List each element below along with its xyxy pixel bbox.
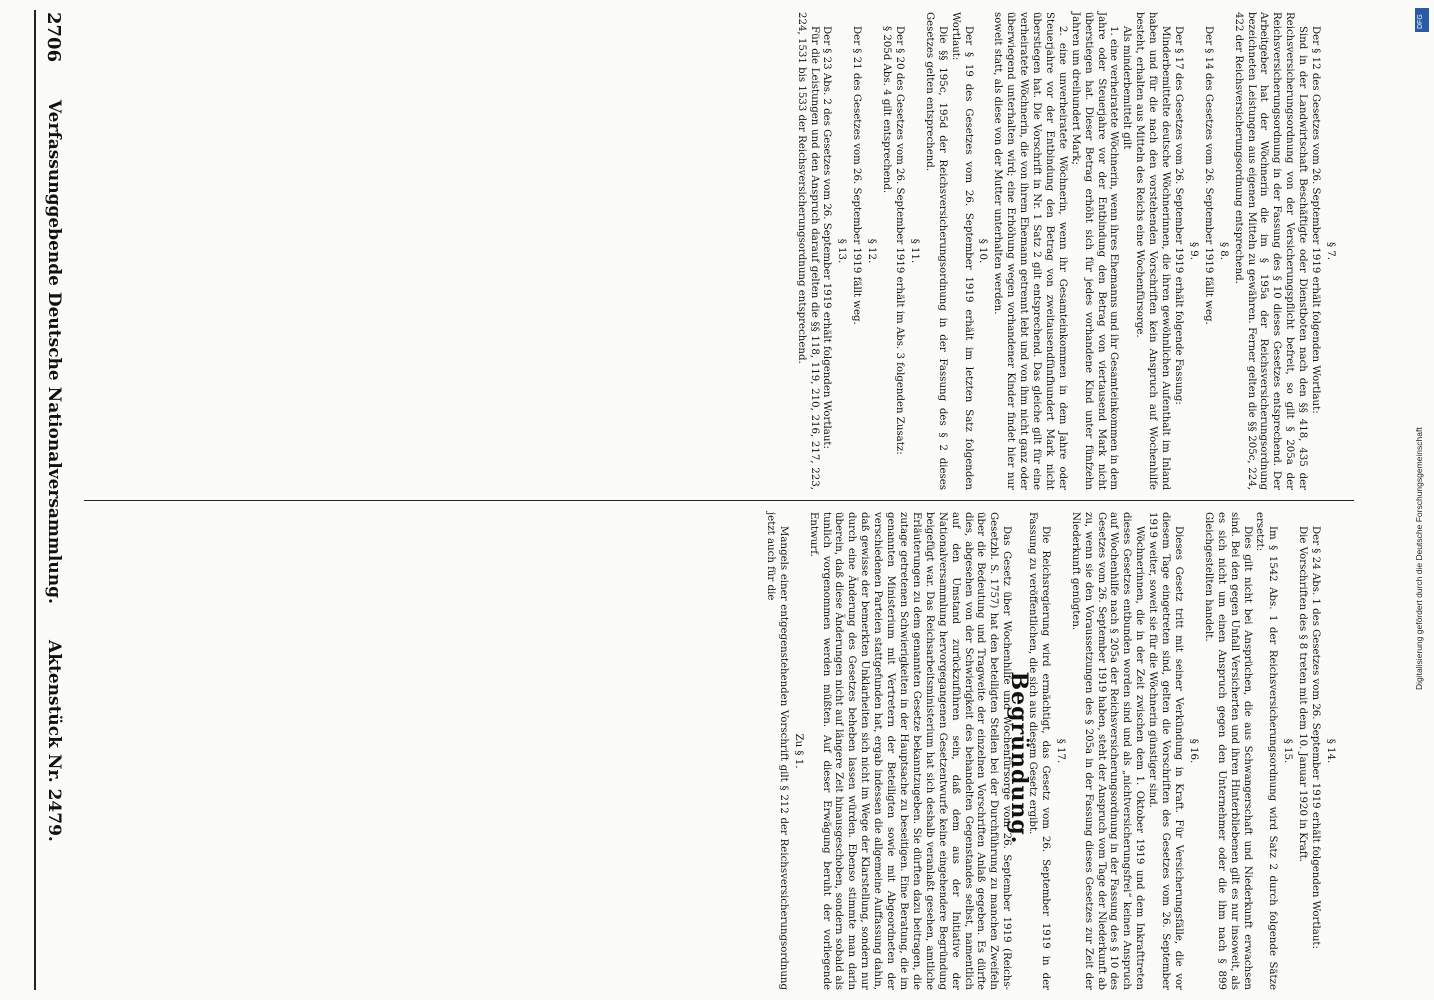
section-heading: § 9.: [1187, 241, 1199, 261]
paragraph: Der § 17 des Gesetzes vom 26. September 1919 erhält folgende Fassung:: [1173, 26, 1185, 405]
paragraph: Der § 21 des Gesetzes vom 26. September 1919 fällt weg.: [851, 26, 863, 325]
section-heading: Zu § 1.: [792, 733, 804, 769]
digitization-credit: [1412, 10, 1428, 990]
section-heading: § 14.: [1325, 738, 1336, 764]
column-divider: [84, 500, 1354, 501]
paragraph: Der § 19 des Gesetzes vom 26. September 1919 erhält im letzten Satz folgenden Wortlaut:: [949, 12, 974, 490]
credit-text: Digitalisierung gefördert durch die Deutsche Forschungsgemeinschaft: [1414, 427, 1424, 690]
page-number: 2706: [43, 12, 64, 63]
paragraph: Mangels einer entgegenstehenden Vorschrift gilt § 212 der Reichsversicherungsordnung jetzt auch für die: [764, 512, 789, 990]
paragraph: Als minderbemittelt gilt: [1121, 26, 1133, 150]
header-title-left: Verfassunggebende Deutsche Nationalversammlung.: [44, 100, 64, 604]
section-heading: § 16.: [1187, 738, 1199, 764]
section-heading: § 13.: [836, 238, 848, 264]
paragraph: 2. eine unverheiratete Wöchnerin, wenn ihr Gesamteinkommen in dem Jahre oder Steuerjahre vor der Entbindung den Betrag von zweitausendfünfhundert Mark nicht überstiegen hat. Die Vorschrift in Nr. 1 Satz 2 gilt entsprechend. Das gleiche gilt für eine verheiratete Wöchnerin, die von ihrem Ehemann getrennt lebt und von ihm nicht ganz oder überwiegend unterhalten wird; eine Erhöhung wegen vorhandener Kinder findet hier nur soweit statt, als diese von der Mutter unterhalten werden.: [992, 12, 1068, 490]
paragraph: Im § 1542 Abs. 1 der Reichsversicherungsordnung wird Satz 2 durch folgende Sätze ersetzt:: [1254, 512, 1279, 990]
dfg-logo-text: DFG: [1417, 14, 1424, 29]
paragraph: Der § 24 Abs. 1 des Gesetzes vom 26. September 1919 erhält folgenden Wortlaut:: [1310, 526, 1322, 949]
paragraph: Die §§ 195c, 195d der Reichsversicherungsordnung in der Fassung des § 2 dieses Gesetzes gelten entsprechend.: [923, 12, 948, 490]
paragraph: Die Vorschriften des § 8 treten mit dem 10. Januar 1920 in Kraft.: [1297, 526, 1309, 862]
page-header: [38, 0, 64, 1000]
paragraph: Der § 12 des Gesetzes vom 26. September 1919 erhält folgenden Wortlaut:: [1310, 26, 1322, 414]
paragraph: Sind in der Landwirtschaft Beschäftigte oder Dienstboten nach den §§ 418, 435 der Reichsversicherungsordnung von der Versicherungspflicht befreit, so gilt § 205a der Reichsversicherungsordnung in der Fassung des § 10 dieses Gesetzes entsprechend. Der Arbeitgeber hat der Wöchnerin die im § 195a der Reichsversicherungsordnung bezeichneten Leistungen aus eigenen Mitteln zu gewähren. Ferner gelten die §§ 205c, 224, 422 der Reichsversicherungsordnung entsprechend.: [1232, 12, 1309, 490]
right-column: [73, 512, 1338, 990]
paragraph: Das Gesetz über Wochenhilfe und Wochenfürsorge vom 26. September 1919 (Reichs-Gesetzbl. S. 1757) hat den beteiligten Stellen bei der Durchführung zu manchen Zweifeln über die Bedeutung und Tragweite der einzelnen Vorschriften Anlaß gegeben. Es dürfte dies, abgesehen von der Schwierigkeit des behandelten Gegenstandes selbst, namentlich auf den Umstand zurückzuführen sein, daß dem aus der Initiative der Nationalversammlung hervorgegangenen Gesetzentwurfe keine eingehendere Begründung beigefügt war. Das Reichsarbeitsministerium hat sich deshalb veranlaßt gesehen, amtliche Erläuterungen zu dem genannten Gesetze bekanntzugeben. Sie dürften dazu beitragen, die zutage getretenen Schwierigkeiten in der Hauptsache zu beseitigen. Eine Beratung, die im genannten Ministerium mit Vertretern der Beteiligten sowie mit Abgeordneten der verschiedenen Parteien stattgefunden hat, ergab indessen die allgemeine Auffassung dahin, daß gewisse der bemerkten Unklarheiten sich nicht im Wege der Klarstellung, sondern nur durch eine Änderung des Gesetzes beheben lassen würden. Ebenso stimmte man darin überein, daß diese Änderungen nicht auf längere Zeit hinausgeschoben, sondern sobald als tunlich vorgenommen werden müßten. Auf dieser Erwägung beruht der vorliegende Entwurf.: [807, 512, 1013, 990]
section-heading: § 15.: [1282, 738, 1294, 764]
paragraph: Der § 23 Abs. 2 des Gesetzes vom 26. September 1919 erhält folgenden Wortlaut:: [821, 26, 833, 449]
left-column: [73, 12, 1338, 490]
section-heading: § 12.: [866, 238, 878, 264]
paragraph: Der § 14 des Gesetzes vom 26. September 1919 fällt weg.: [1202, 26, 1214, 325]
section-heading: § 17.: [1054, 738, 1066, 764]
paragraph: Minderbemittelte deutsche Wöchnerinnen, die ihren gewöhnlichen Aufenthalt im Inland haben und für die nach den vorstehenden Vorschriften kein Anspruch auf Wochenhilfe besteht, erhalten aus Mitteln des Reichs eine Wochenfürsorge.: [1134, 12, 1172, 490]
header-title-right: Aktenstück Nr. 2479.: [44, 640, 64, 842]
paragraph: § 205d Abs. 4 gilt entsprechend.: [881, 26, 893, 194]
header-rule: [34, 10, 36, 990]
paragraph: Der § 20 des Gesetzes vom 26. September 1919 erhält im Abs. 3 folgenden Zusatz:: [894, 26, 905, 455]
paragraph: Dies gilt nicht bei Ansprüchen, die aus Schwangerschaft und Niederkunft erwachsen sind. Bei den gegen Unfall Versicherten und ihren Hinterbliebenen gilt es nur insoweit, als es sich nicht um einen Anspruch gegen den Unternehmer oder die ihm nach § 899 Gleichgestellten handelt.: [1202, 512, 1253, 990]
section-heading: § 11.: [908, 238, 920, 264]
paragraph: Dieses Gesetz tritt mit seiner Verkündung in Kraft. Für Versicherungsfälle, die vor diesem Tage eingetreten sind, gelten die Vorschriften des Gesetzes vom 26. September 1919 weiter, soweit sie für die Wöchnerin günstiger sind.: [1147, 512, 1185, 990]
section-heading: § 10.: [977, 238, 989, 264]
paragraph: Die Reichsregierung wird ermächtigt, das Gesetz vom 26. September 1919 in der Fassung zu veröffentlichen, die sich aus diesem Gesetz ergibt.: [1027, 512, 1051, 990]
paragraph: 1. eine verheiratete Wöchnerin, wenn ihres Ehemanns und ihr Gesamteinkommen in dem Jahre oder Steuerjahre vor der Entbindung den Betrag von viertausend Mark nicht überstiegen hat. Dieser Betrag erhöht sich für jedes vorhandene Kind unter fünfzehn Jahren um dreihundert Mark;: [1069, 12, 1120, 490]
paragraph: Wöchnerinnen, die in der Zeit zwischen dem 1. Oktober 1919 und dem Inkrafttreten dieses Gesetzes entbunden worden sind und als „nichtversicherungsfrei“ keinen Anspruch auf Wochenhilfe nach § 205a der Reichsversicherungsordnung in der Fassung des § 10 des Gesetzes vom 26. September 1919 haben, steht der Anspruch vom Tage der Niederkunft ab zu, wenn sie den Voraussetzungen des § 205a in der Fassung dieses Gesetzes zur Zeit der Niederkunft genügten.: [1069, 512, 1146, 990]
paragraph: Für die Leistungen und den Anspruch darauf gelten die §§ 118, 119, 210, 216, 217, 223, 224, 1531 bis 1533 der Reichsversicherungsordnung entsprechend.: [795, 12, 820, 490]
section-heading: § 7.: [1325, 241, 1336, 261]
section-heading: § 8.: [1217, 241, 1229, 261]
begruendung-title: Begründung.: [1006, 671, 1033, 845]
